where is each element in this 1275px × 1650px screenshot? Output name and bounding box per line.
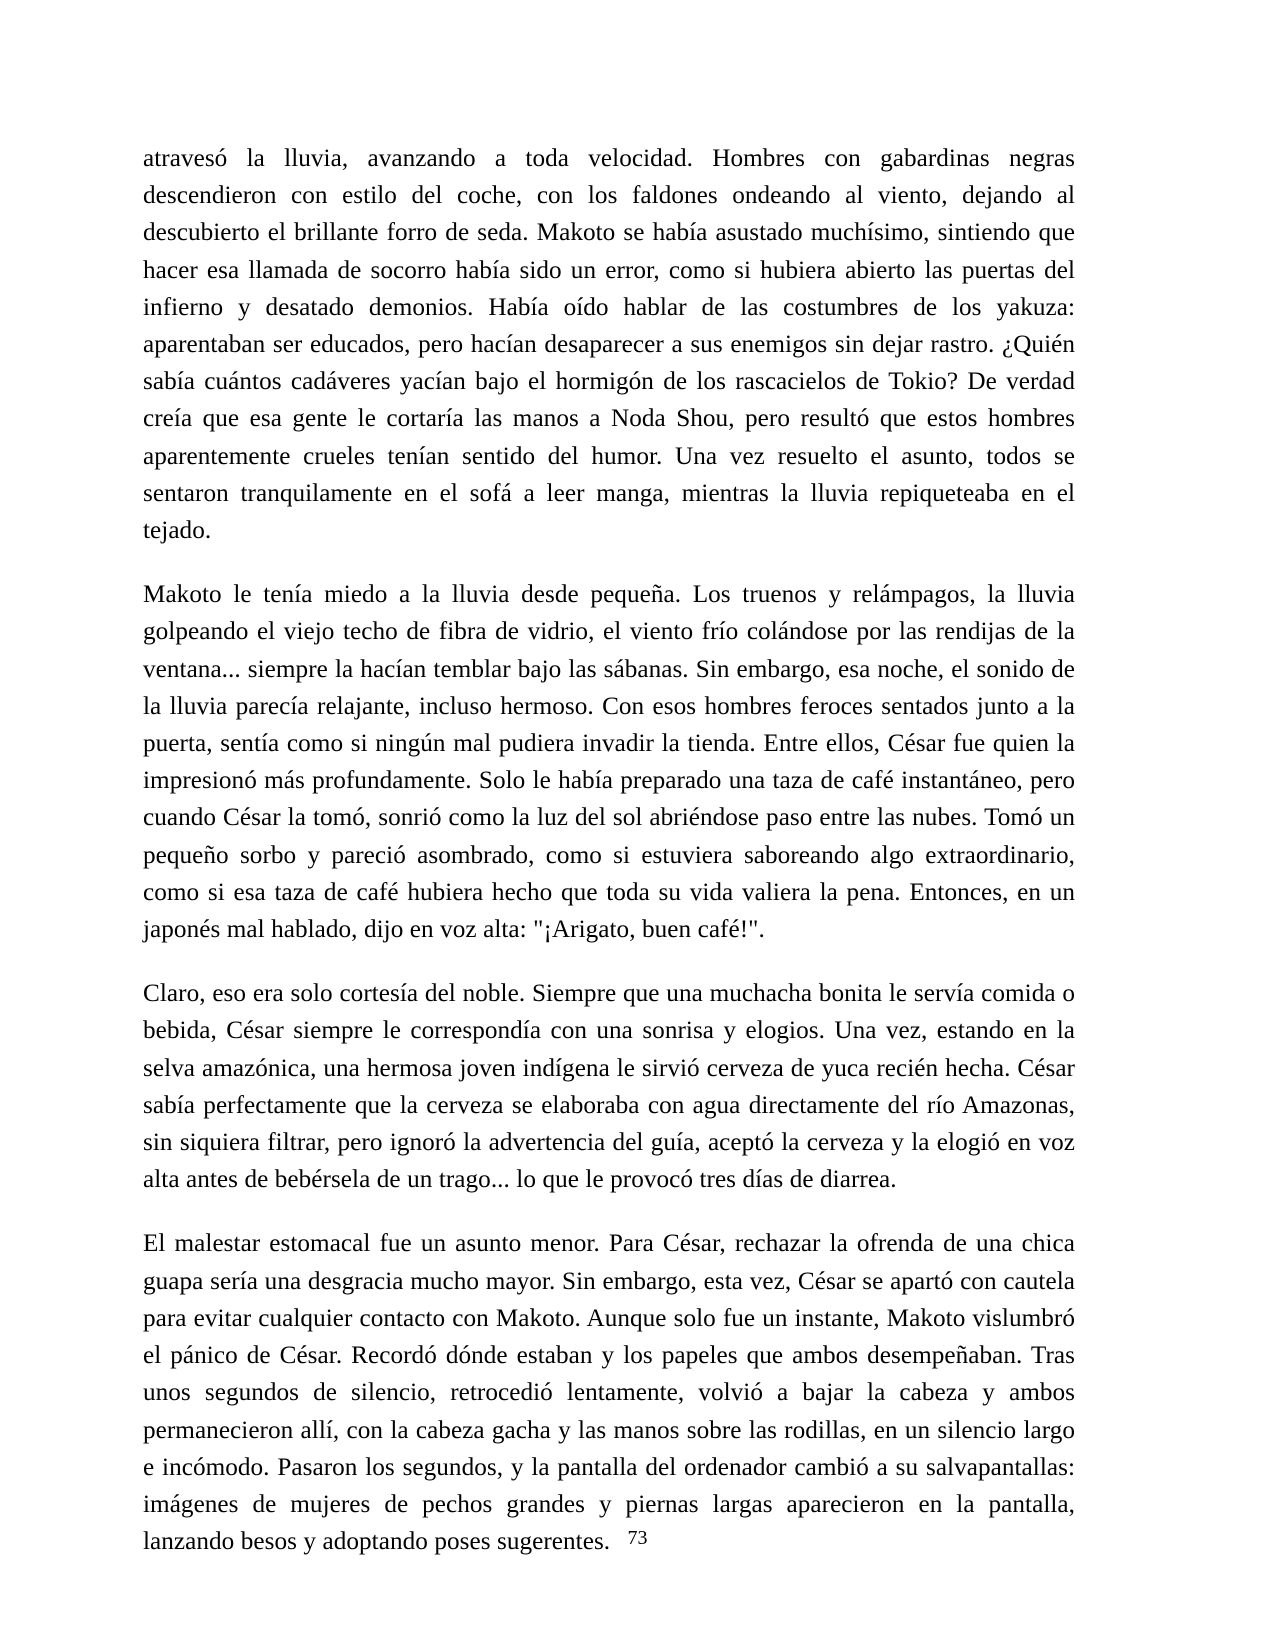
body-text-block: [143, 140, 1075, 1560]
paragraph-4: El malestar estomacal fue un asunto menor. Para César, rechazar la ofrenda de una chica guapa sería una desgracia mucho mayor. Sin embargo, esta vez, César se apartó con cautela para evitar cualquier contacto con Makoto. Aunque solo fue un instante, Makoto vislumbró el pánico de César. Recordó dónde estaban y los papeles que ambos desempeñaban. Tras unos segundos de silencio, retrocedió lentamente, volvió a bajar la cabeza y ambos permanecieron allí, con la cabeza gacha y las manos sobre las rodillas, en un silencio largo e incómodo. Pasaron los segundos, y la pantalla del ordenador cambió a su salvapantallas: imágenes de mujeres de pechos grandes y piernas largas aparecieron en la pantalla, lanzando besos y adoptando poses sugerentes.: [143, 1230, 1075, 1556]
paragraph-1: atravesó la lluvia, avanzando a toda velocidad. Hombres con gabardinas negras descendieron con estilo del coche, con los faldones ondeando al viento, dejando al descubierto el brillante forro de seda. Makoto se había asustado muchísimo, sintiendo que hacer esa llamada de socorro había sido un error, como si hubiera abierto las puertas del infierno y desatado demonios. Había oído hablar de las costumbres de los yakuza: aparentaban ser educados, pero hacían desaparecer a sus enemigos sin dejar rastro. ¿Quién sabía cuántos cadáveres yacían bajo el hormigón de los rascacielos de Tokio? De verdad creía que esa gente le cortaría las manos a Noda Shou, pero resultó que estos hombres aparentemente crueles tenían sentido del humor. Una vez resuelto el asunto, todos se sentaron tranquilamente en el sofá a leer manga, mientras la lluvia repiqueteaba en el tejado.: [143, 145, 1075, 545]
paragraph-3: Claro, eso era solo cortesía del noble. Siempre que una muchacha bonita le servía comida o bebida, César siempre le correspondía con una sonrisa y elogios. Una vez, estando en la selva amazónica, una hermosa joven indígena le sirvió cerveza de yuca recién hecha. César sabía perfectamente que la cerveza se elaboraba con agua directamente del río Amazonas, sin siquiera filtrar, pero ignoró la advertencia del guía, aceptó la cerveza y la elogió en voz alta antes de bebérsela de un trago... lo que le provocó tres días de diarrea.: [143, 980, 1075, 1194]
page-number: 73: [627, 1527, 648, 1549]
paragraph-2: Makoto le tenía miedo a la lluvia desde pequeña. Los truenos y relámpagos, la lluvia golpeando el viejo techo de fibra de vidrio, el viento frío colándose por las rendijas de la ventana... siempre la hacían temblar bajo las sábanas. Sin embargo, esa noche, el sonido de la lluvia parecía relajante, incluso hermoso. Con esos hombres feroces sentados junto a la puerta, sentía como si ningún mal pudiera invadir la tienda. Entre ellos, César fue quien la impresionó más profundamente. Solo le había preparado una taza de café instantáneo, pero cuando César la tomó, sonrió como la luz del sol abriéndose paso entre las nubes. Tomó un pequeño sorbo y pareció asombrado, como si estuviera saboreando algo extraordinario, como si esa taza de café hubiera hecho que toda su vida valiera la pena. Entonces, en un japonés mal hablado, dijo en voz alta: "¡Arigato, buen café!".: [143, 581, 1075, 944]
